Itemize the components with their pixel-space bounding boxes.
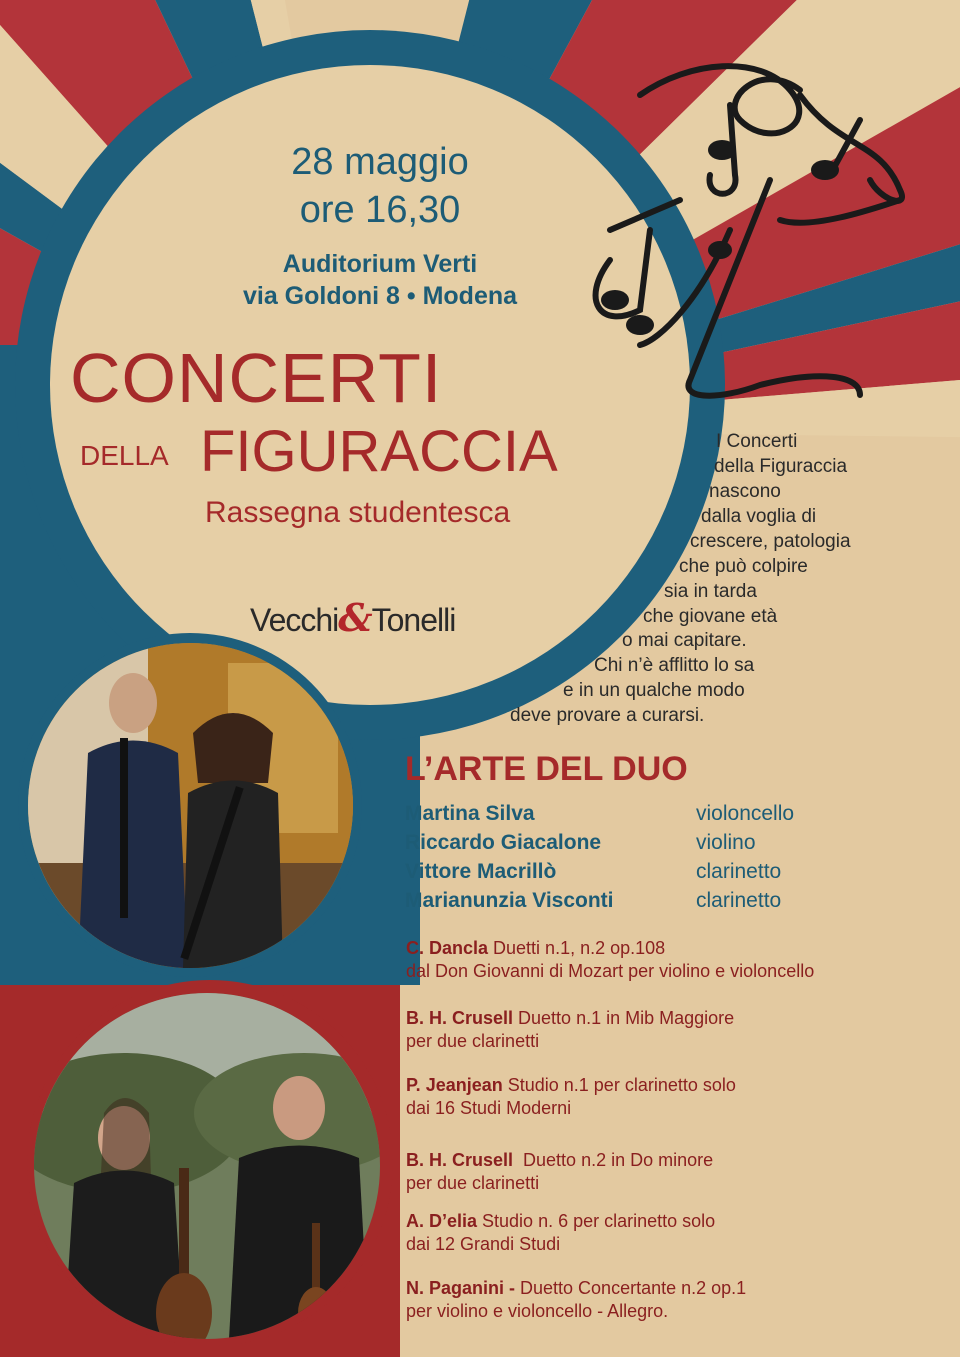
program-item: [406, 1149, 946, 1195]
intro-line: e in un qualche modo: [563, 680, 745, 701]
event-venue: [160, 248, 600, 312]
logo-left: Vecchi: [250, 602, 339, 638]
logo-right: Tonelli: [371, 602, 456, 638]
title-della: DELLA: [80, 440, 169, 471]
program-detail: dai 16 Studi Moderni: [406, 1098, 572, 1118]
performer-name: Martina Silva: [405, 802, 535, 825]
venue-address: via Goldoni 8 • Modena: [242, 282, 518, 310]
performer-instrument: violoncello: [696, 802, 795, 825]
program-composer: N. Paganini -: [406, 1278, 516, 1298]
performer-instrument: clarinetto: [696, 889, 782, 912]
performer-name: Vittore Macrillò: [405, 860, 557, 883]
intro-line: o mai capitare.: [622, 630, 747, 651]
sponsor-logo: [250, 595, 456, 640]
program-detail: dal Don Giovanni di Mozart per violino e violoncello: [406, 961, 815, 981]
performers-photo-strings: [34, 993, 380, 1339]
title-concerti: CONCERTI: [70, 339, 443, 417]
program-composer: B. H. Crusell: [406, 1150, 514, 1170]
program-composer: C. Dancla: [406, 938, 489, 958]
program-item: [406, 1210, 946, 1256]
program-detail: per due clarinetti: [406, 1031, 540, 1051]
intro-line: che giovane età: [643, 606, 778, 627]
program-composer: B. H. Crusell: [406, 1008, 514, 1028]
program-item: [406, 937, 946, 983]
venue-name: Auditorium Verti: [282, 250, 478, 278]
logo-ampersand: &: [338, 595, 372, 640]
event-date-time: [160, 138, 600, 234]
event-time: ore 16,30: [299, 189, 461, 231]
intro-line: Chi n’è afflitto lo sa: [594, 655, 755, 676]
program-item: [406, 1074, 946, 1120]
event-date: 28 maggio: [291, 141, 469, 183]
program-composer: P. Jeanjean: [406, 1075, 503, 1095]
intro-line: sia in tarda: [664, 581, 757, 602]
program-detail: per due clarinetti: [406, 1173, 540, 1193]
intro-line: della Figuraccia: [714, 456, 848, 477]
performers-photo-clarinets: [28, 643, 353, 968]
program-work: Studio n.1 per clarinetto solo: [502, 1075, 736, 1095]
program-detail: per violino e violoncello - Allegro.: [406, 1301, 669, 1321]
program-item: [406, 1007, 946, 1053]
intro-line: crescere, patologia: [690, 531, 851, 552]
title-figuraccia: FIGURACCIA: [200, 419, 558, 484]
duo-title: L’ARTE DEL DUO: [405, 750, 688, 788]
program-item: [406, 1277, 946, 1323]
program-work: Duetti n.1, n.2 op.108: [488, 938, 666, 958]
performer-name: Marianunzia Visconti: [405, 889, 614, 912]
intro-line: deve provare a curarsi.: [510, 705, 705, 726]
intro-line: dalla voglia di: [701, 506, 817, 527]
performer-instrument: violino: [696, 831, 756, 854]
title-subtitle: Rassegna studentesca: [205, 496, 511, 529]
program-composer: A. D’elia: [406, 1211, 478, 1231]
program-work: Studio n. 6 per clarinetto solo: [477, 1211, 716, 1231]
program-work: Duetto Concertante n.2 op.1: [515, 1278, 747, 1298]
intro-line: I Concerti: [716, 431, 798, 452]
program-work: Duetto n.2 in Do minore: [513, 1150, 714, 1170]
intro-line: che può colpire: [679, 556, 808, 577]
program-work: Duetto n.1 in Mib Maggiore: [513, 1008, 735, 1028]
program-detail: dai 12 Grandi Studi: [406, 1234, 561, 1254]
intro-line: nascono: [709, 481, 781, 502]
performer-name: Riccardo Giacalone: [405, 831, 602, 854]
performer-instrument: clarinetto: [696, 860, 782, 883]
